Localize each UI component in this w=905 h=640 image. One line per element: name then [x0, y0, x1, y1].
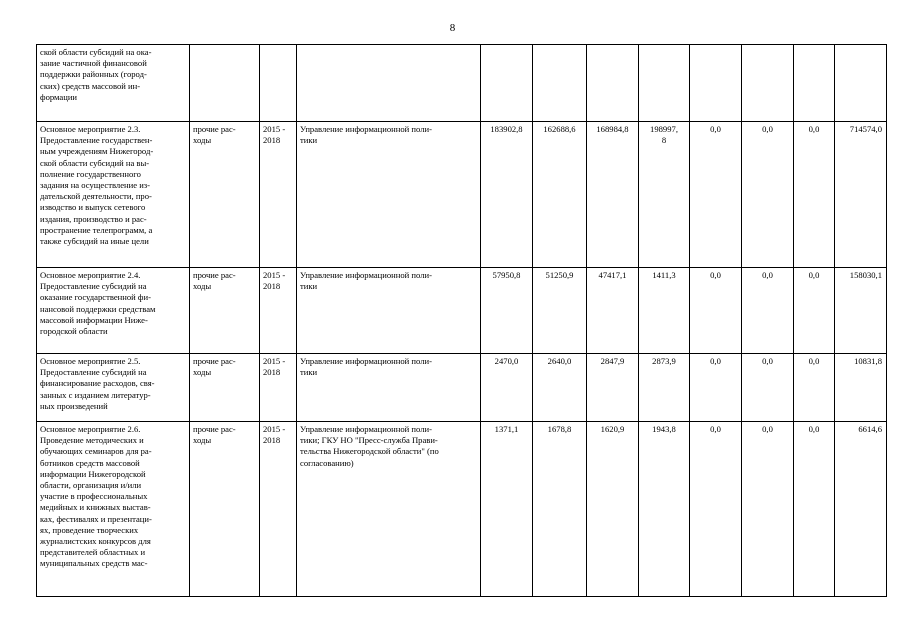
executor-cell: Управление информационной поли- тики [297, 268, 481, 354]
value-cell: 10831,8 [835, 354, 887, 422]
activity-description-cell: Основное мероприятие 2.4. Предоставление субсидий на оказание государственной фи- нансовой поддержки средствам массовой информации Ниже- городской области [37, 268, 190, 354]
period-cell: 2015 - 2018 [260, 122, 297, 268]
value-cell [690, 45, 742, 122]
page-number: 8 [449, 22, 456, 34]
value-cell: 0,0 [742, 354, 794, 422]
table-row [37, 268, 887, 354]
value-cell: 1371,1 [481, 422, 533, 597]
value-cell: 2640,0 [533, 354, 587, 422]
value-cell: 0,0 [794, 422, 835, 597]
value-cell: 47417,1 [587, 268, 639, 354]
funding-type-cell [190, 45, 260, 122]
value-cell: 0,0 [794, 122, 835, 268]
value-cell: 0,0 [794, 354, 835, 422]
value-cell: 0,0 [690, 268, 742, 354]
value-cell [481, 45, 533, 122]
table-row [37, 422, 887, 597]
funding-type-cell: прочие рас- ходы [190, 422, 260, 597]
value-cell: 0,0 [742, 122, 794, 268]
value-cell: 0,0 [690, 354, 742, 422]
period-cell: 2015 - 2018 [260, 268, 297, 354]
executor-cell [297, 45, 481, 122]
value-cell: 198997, 8 [639, 122, 690, 268]
value-cell: 183902,8 [481, 122, 533, 268]
value-cell [742, 45, 794, 122]
value-cell: 1943,8 [639, 422, 690, 597]
value-cell: 0,0 [794, 268, 835, 354]
executor-cell: Управление информационной поли- тики [297, 122, 481, 268]
value-cell: 2873,9 [639, 354, 690, 422]
value-cell: 0,0 [690, 122, 742, 268]
activity-description-cell: Основное мероприятие 2.3. Предоставление государствен- ным учреждениям Нижегород- ской области субсидий на вы- полнение государственного задания на осуществление из- дательской деятельности, про- изводство и выпуск сетевого издания, производство и рас- пространение телепрограмм, а также субсидий на иные цели [37, 122, 190, 268]
value-cell: 6614,6 [835, 422, 887, 597]
table-row [37, 354, 887, 422]
executor-cell: Управление информационной поли- тики [297, 354, 481, 422]
value-cell: 1411,3 [639, 268, 690, 354]
value-cell: 714574,0 [835, 122, 887, 268]
executor-cell: Управление информационной поли- тики; ГКУ НО "Пресс-служба Прави- тельства Нижегородской области" (по согласованию) [297, 422, 481, 597]
table-row [37, 122, 887, 268]
value-cell [533, 45, 587, 122]
table-row [37, 45, 887, 122]
funding-type-cell: прочие рас- ходы [190, 354, 260, 422]
activity-description-cell: Основное мероприятие 2.6. Проведение методических и обучающих семинаров для ра- ботников средств массовой информации Нижегородской области, организация и/или участие в профессиональных медийных и книжных выстав- ках, фестивалях и презентаци- ях, проведение творческих журналистских конкурсов для представителей областных и муниципальных средств мас- [37, 422, 190, 597]
value-cell: 51250,9 [533, 268, 587, 354]
activity-description-cell: Основное мероприятие 2.5. Предоставление субсидий на финансирование расходов, свя- занных с изданием литератур- ных произведений [37, 354, 190, 422]
period-cell: 2015 - 2018 [260, 422, 297, 597]
value-cell [639, 45, 690, 122]
value-cell: 0,0 [742, 268, 794, 354]
value-cell: 2470,0 [481, 354, 533, 422]
program-activities-table [36, 44, 887, 597]
value-cell [587, 45, 639, 122]
value-cell: 158030,1 [835, 268, 887, 354]
value-cell [794, 45, 835, 122]
value-cell: 162688,6 [533, 122, 587, 268]
value-cell: 2847,9 [587, 354, 639, 422]
funding-type-cell: прочие рас- ходы [190, 268, 260, 354]
period-cell [260, 45, 297, 122]
value-cell [835, 45, 887, 122]
value-cell: 1678,8 [533, 422, 587, 597]
value-cell: 168984,8 [587, 122, 639, 268]
period-cell: 2015 - 2018 [260, 354, 297, 422]
value-cell: 57950,8 [481, 268, 533, 354]
activity-description-cell: ской области субсидий на ока- зание частичной финансовой поддержки районных (город- ских) средств массовой ин- формации [37, 45, 190, 122]
funding-type-cell: прочие рас- ходы [190, 122, 260, 268]
value-cell: 0,0 [742, 422, 794, 597]
value-cell: 1620,9 [587, 422, 639, 597]
value-cell: 0,0 [690, 422, 742, 597]
